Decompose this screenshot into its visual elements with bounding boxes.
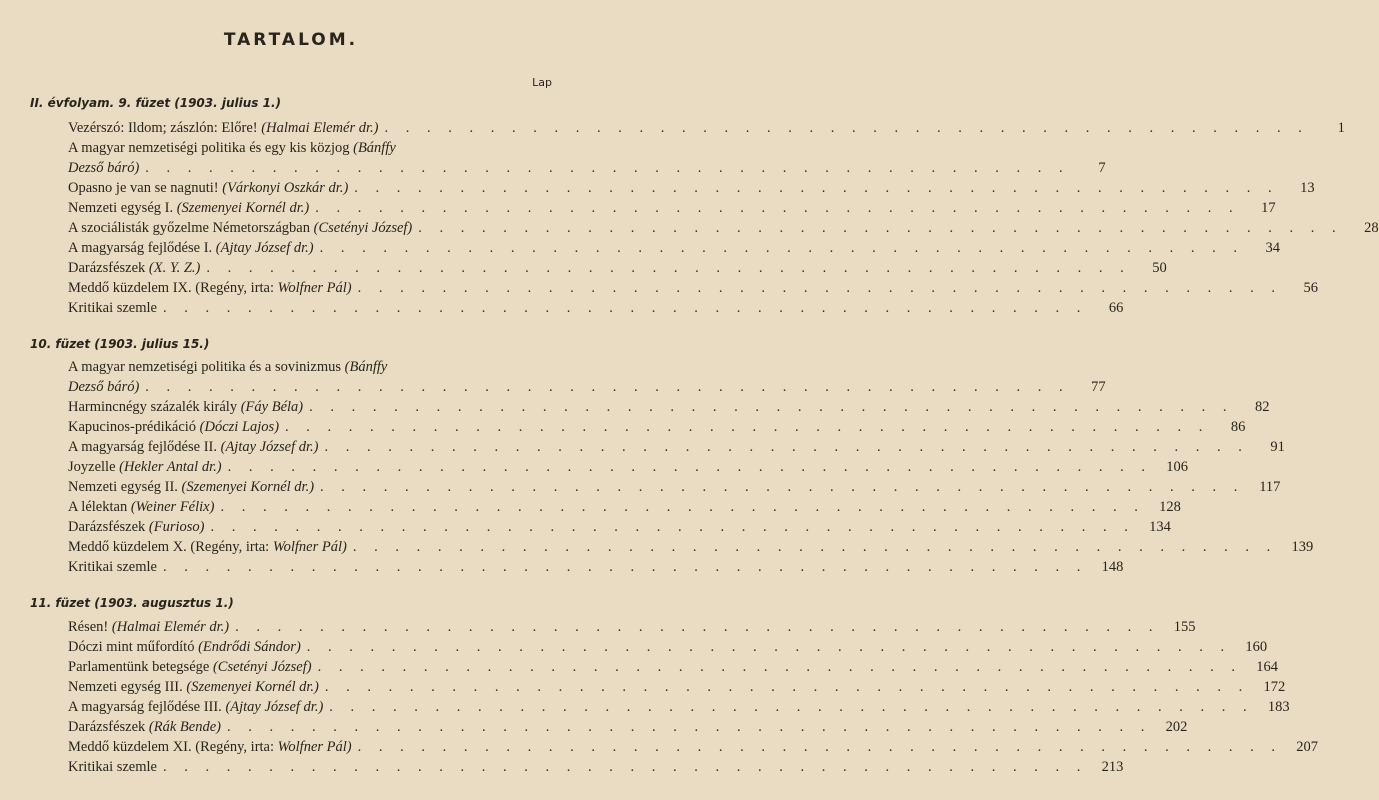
entry-text <box>68 557 157 577</box>
entry-title: Nemzeti egység III. <box>68 679 187 695</box>
entry-continuation-line <box>68 158 1106 178</box>
entry-title: Kritikai szemle <box>68 759 157 775</box>
toc-entry <box>68 138 1106 178</box>
dot-leader <box>358 737 1282 757</box>
dot-leader <box>354 178 1278 198</box>
entry-text <box>68 258 200 278</box>
entry-author: (Szemenyei Kornél dr.) <box>176 200 310 216</box>
dot-leader <box>320 477 1244 497</box>
entry-title: A magyar nemzetiségi politika és a sovinizmus <box>68 359 345 375</box>
entry-title: Meddő küzdelem IX. (Regény, irta: <box>68 280 278 296</box>
entry-text <box>68 477 314 497</box>
entry-author: (Bánffy <box>344 359 388 375</box>
toc-entry <box>68 437 1285 457</box>
toc-entry <box>68 417 1246 437</box>
entry-text <box>68 537 347 557</box>
entry-text <box>68 118 378 138</box>
toc-entry <box>68 697 1290 717</box>
entry-author: (Ajtay József dr.) <box>225 699 324 715</box>
entry-text <box>68 397 303 417</box>
entry-title: A lélektan <box>68 499 131 515</box>
entry-text <box>68 278 352 298</box>
entry-title: Nemzeti egység I. <box>68 200 177 216</box>
toc-entry <box>68 617 1196 637</box>
entry-title: Kritikai szemle <box>68 300 157 316</box>
toc-entry <box>68 178 1315 198</box>
entry-title: Vezérszó: Ildom; zászlón: Előre! <box>68 120 262 136</box>
entry-title: Nemzeti egység II. <box>68 479 182 495</box>
toc-entry <box>68 757 1124 777</box>
entry-title: Meddő küzdelem X. (Regény, irta: <box>68 539 273 555</box>
toc-entry <box>68 198 1276 218</box>
page-number: 34 <box>1265 240 1281 256</box>
dot-leader <box>358 278 1282 298</box>
entry-text <box>68 637 301 657</box>
page-number: 183 <box>1267 699 1290 715</box>
entry-title: A magyarság fejlődése I. <box>68 240 216 256</box>
entry-author-continued: Dezső báró) <box>68 379 140 395</box>
entry-text <box>68 757 157 777</box>
section-heading: II. évfolyam. 9. füzet (1903. julius 1.) <box>30 96 282 110</box>
page-number: 1 <box>1337 120 1345 136</box>
dot-leader <box>145 158 1069 178</box>
entry-title: Joyzelle <box>68 459 120 475</box>
page-number: 160 <box>1245 639 1268 655</box>
dot-leader <box>206 258 1130 278</box>
entry-author: (X. Y. Z.) <box>148 260 201 276</box>
entry-text <box>68 417 279 437</box>
entry-text <box>68 717 221 737</box>
entry-author: (Endrődi Sándor) <box>198 639 301 655</box>
page-number: 117 <box>1259 479 1281 495</box>
entry-title: Kritikai szemle <box>68 559 157 575</box>
dot-leader <box>418 218 1342 238</box>
entry-title: Meddő küzdelem XI. (Regény, irta: <box>68 739 278 755</box>
dot-leader <box>318 657 1242 677</box>
entry-text <box>68 737 352 757</box>
dot-leader <box>145 377 1069 397</box>
dot-leader <box>324 437 1248 457</box>
entry-author: (Ajtay József dr.) <box>220 439 319 455</box>
toc-entry <box>68 258 1167 278</box>
entry-author: (Várkonyi Oszkár dr.) <box>222 180 349 196</box>
entry-author: (Csetényi József) <box>313 220 413 236</box>
entry-author: (Furioso) <box>148 519 205 535</box>
entry-author: (Halmai Elemér dr.) <box>261 120 379 136</box>
toc-section <box>68 118 1379 318</box>
toc-entry <box>68 657 1278 677</box>
page-number: 164 <box>1256 659 1278 675</box>
entry-title: Darázsfészek <box>68 260 149 276</box>
entry-author: (Halmai Elemér dr.) <box>111 619 230 635</box>
toc-entry <box>68 477 1281 497</box>
page-number: 50 <box>1152 260 1167 276</box>
entry-author: (Ajtay József dr.) <box>215 240 314 256</box>
entry-text <box>68 178 348 198</box>
entry-author: (Rák Bende) <box>148 719 221 735</box>
toc-entry <box>68 557 1124 577</box>
entry-continuation-line <box>68 377 1106 397</box>
page-number: 213 <box>1101 759 1124 775</box>
entry-text <box>68 677 319 697</box>
page-number: 207 <box>1296 739 1319 755</box>
page-title: TARTALOM. <box>223 30 359 50</box>
entry-title: Dóczi mint műfordító <box>68 639 199 655</box>
entry-text <box>68 298 157 318</box>
dot-leader <box>320 238 1244 258</box>
entry-text <box>68 517 205 537</box>
toc-entry <box>68 218 1379 238</box>
toc-entry <box>68 717 1188 737</box>
page-number: 106 <box>1166 459 1188 475</box>
entry-author-continued: Dezső báró) <box>68 160 140 176</box>
toc-entry <box>68 517 1171 537</box>
section-heading: 10. füzet (1903. julius 15.) <box>30 337 210 351</box>
page-number: 13 <box>1300 180 1315 196</box>
entry-title: A magyarság fejlődése III. <box>68 699 226 715</box>
entry-author: Wolfner Pál) <box>272 539 347 555</box>
page-number: 91 <box>1270 439 1285 455</box>
dot-leader <box>325 677 1249 697</box>
page-number: 155 <box>1173 619 1196 635</box>
page-number: 128 <box>1159 499 1181 515</box>
dot-leader <box>353 537 1277 557</box>
toc-entry <box>68 397 1270 417</box>
page-number: 66 <box>1108 300 1124 316</box>
entry-author: (Bánffy <box>353 140 396 156</box>
entry-author: (Szemenyei Kornél dr.) <box>181 479 315 495</box>
dot-leader <box>315 198 1239 218</box>
entry-author: Wolfner Pál) <box>277 280 352 296</box>
toc-entry <box>68 537 1314 557</box>
page-number: 56 <box>1303 280 1319 296</box>
dot-leader <box>329 697 1253 717</box>
entry-text <box>68 218 412 238</box>
toc-entry <box>68 238 1281 258</box>
toc-section <box>68 617 1319 777</box>
entry-title: Parlamentünk betegsége <box>68 659 213 675</box>
dot-leader <box>228 457 1152 477</box>
toc-entry <box>68 497 1181 517</box>
entry-title: A szociálisták győzelme Németországban <box>68 220 314 236</box>
dot-leader <box>285 417 1209 437</box>
toc-entry <box>68 737 1319 757</box>
entry-text <box>68 497 214 517</box>
toc-entry <box>68 457 1188 477</box>
page-number: 77 <box>1091 379 1106 395</box>
page-number: 7 <box>1098 160 1106 176</box>
dot-leader <box>384 118 1308 138</box>
toc-section <box>68 357 1314 577</box>
page-number: 148 <box>1101 559 1124 575</box>
entry-text <box>68 457 222 477</box>
entry-author: (Dóczi Lajos) <box>199 419 280 435</box>
dot-leader <box>163 298 1087 318</box>
entry-text <box>68 657 312 677</box>
page-number: 202 <box>1165 719 1188 735</box>
entry-title: Darázsfészek <box>68 519 149 535</box>
entry-author: (Csetényi József) <box>212 659 312 675</box>
toc-entry <box>68 637 1268 657</box>
dot-leader <box>211 517 1135 537</box>
page-number: 28 <box>1364 220 1379 236</box>
entry-author: (Szemenyei Kornél dr.) <box>186 679 319 695</box>
page-number: 139 <box>1291 539 1314 555</box>
section-heading: 11. füzet (1903. augusztus 1.) <box>30 596 234 610</box>
dot-leader <box>163 557 1087 577</box>
page-number: 86 <box>1230 419 1246 435</box>
entry-title: Kapucinos-prédikáció <box>68 419 200 435</box>
entry-author: Wolfner Pál) <box>277 739 352 755</box>
dot-leader <box>235 617 1159 637</box>
entry-title: Résen! <box>68 619 112 635</box>
toc-entry <box>68 278 1319 298</box>
page-number: 172 <box>1263 679 1286 695</box>
entry-title: A magyar nemzetiségi politika és egy kis közjog <box>68 140 354 156</box>
entry-text <box>68 198 309 218</box>
toc-entry <box>68 118 1345 138</box>
dot-leader <box>163 757 1087 777</box>
entry-title-line <box>68 138 550 158</box>
toc-entry <box>68 357 1106 397</box>
entry-title: Darázsfészek <box>68 719 149 735</box>
dot-leader <box>309 397 1233 417</box>
page-number: 17 <box>1261 200 1276 216</box>
entry-text <box>68 617 229 637</box>
page-number: 134 <box>1149 519 1171 535</box>
entry-title: Opasno je van se nagnuti! <box>68 180 223 196</box>
entry-author: (Hekler Antal dr.) <box>119 459 222 475</box>
entry-author: (Weiner Félix) <box>130 499 215 515</box>
entry-text <box>68 238 314 258</box>
dot-leader <box>307 637 1231 657</box>
toc-entry <box>68 298 1124 318</box>
dot-leader <box>227 717 1151 737</box>
entry-text <box>68 697 323 717</box>
page-column-label: Lap <box>532 76 552 89</box>
toc-entry <box>68 677 1286 697</box>
entry-title: Harmincnégy százalék király <box>68 399 241 415</box>
dot-leader <box>220 497 1144 517</box>
entry-title: A magyarság fejlődése II. <box>68 439 221 455</box>
entry-author: (Fáy Béla) <box>240 399 304 415</box>
page-number: 82 <box>1255 399 1270 415</box>
entry-title-line <box>68 357 550 377</box>
entry-text <box>68 437 318 457</box>
